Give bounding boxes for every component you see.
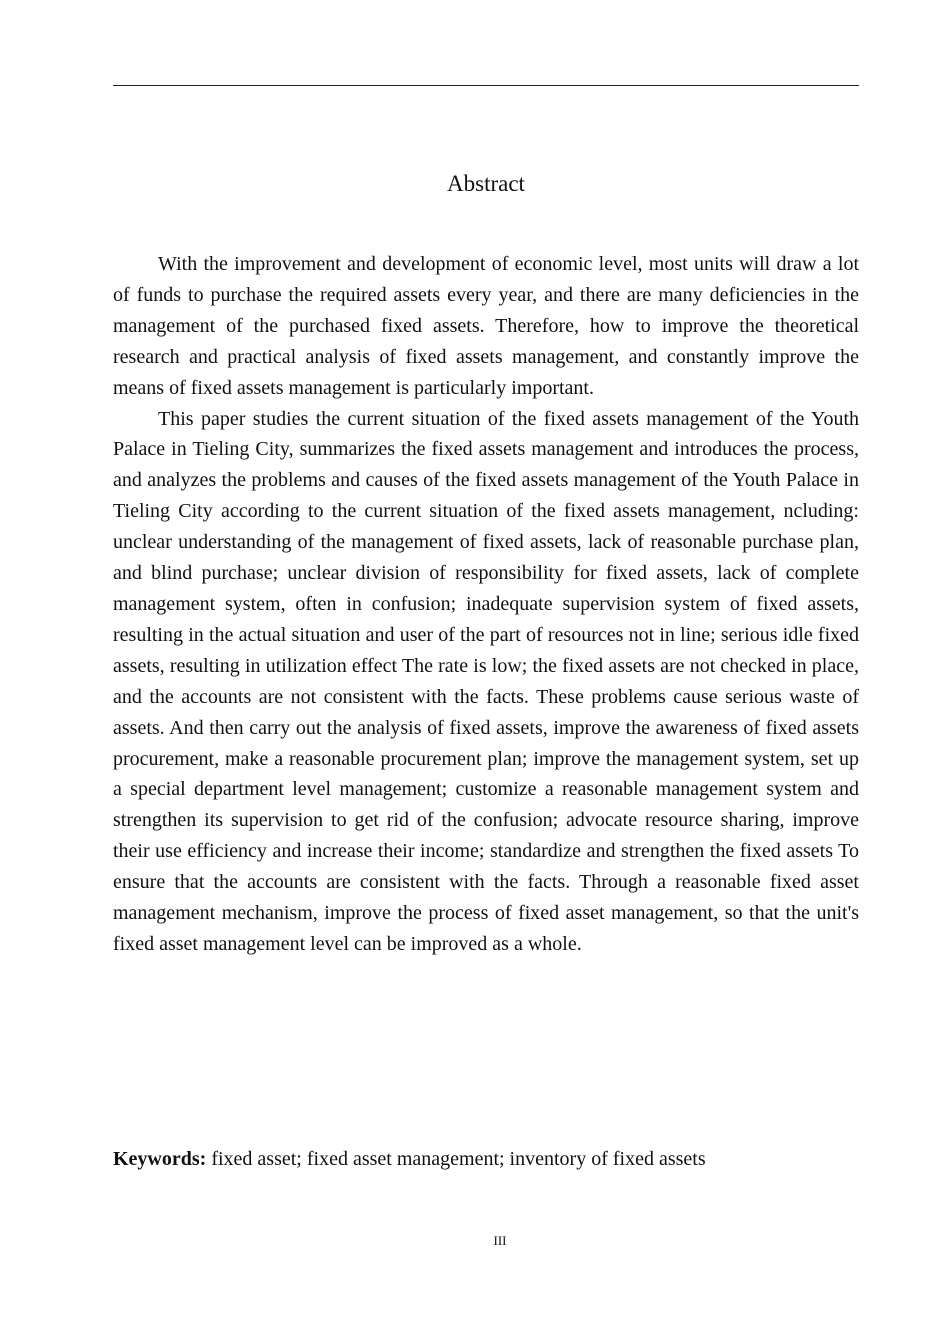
keywords-label: Keywords:	[113, 1148, 207, 1170]
keywords-line	[113, 1144, 859, 1175]
abstract-title: Abstract	[447, 171, 525, 196]
page-number: III	[493, 1233, 507, 1248]
abstract-paragraph-1: With the improvement and development of economic level, most units will draw a lot of funds to purchase the required assets every year, and there are many deficiencies in the management of the purchased fixed assets. Therefore, how to improve the theoretical research and practical analysis of fixed assets management, and constantly improve the means of fixed assets management is particularly important.	[113, 253, 859, 399]
keywords-text: fixed asset; fixed asset management; inventory of fixed assets	[206, 1148, 706, 1170]
abstract-body	[113, 249, 859, 960]
abstract-paragraph-2: This paper studies the current situation of the fixed assets management of the Youth Palace in Tieling City, summarizes the fixed assets management and introduces the process, and analyzes the problems and causes of the fixed assets management of the Youth Palace in Tieling City according to the current situation of the fixed assets management, ncluding: unclear understanding of the management of fixed assets, lack of reasonable purchase plan, and blind purchase; unclear division of responsibility for fixed assets, lack of complete management system, often in confusion; inadequate supervision system of fixed assets, resulting in the actual situation and user of the part of resources not in line; serious idle fixed assets, resulting in utilization effect The rate is low; the fixed assets are not checked in place, and the accounts are not consistent with the facts. These problems cause serious waste of assets. And then carry out the analysis of fixed assets, improve the awareness of fixed assets procurement, make a reasonable procurement plan; improve the management system, set up a special department level management; customize a reasonable management system and strengthen its supervision to get rid of the confusion; advocate resource sharing, improve their use efficiency and increase their income; standardize and strengthen the fixed assets To ensure that the accounts are consistent with the facts. Through a reasonable fixed asset management mechanism, improve the process of fixed asset management, so that the unit's fixed asset management level can be improved as a whole.	[113, 407, 859, 955]
header-rule	[113, 85, 859, 86]
